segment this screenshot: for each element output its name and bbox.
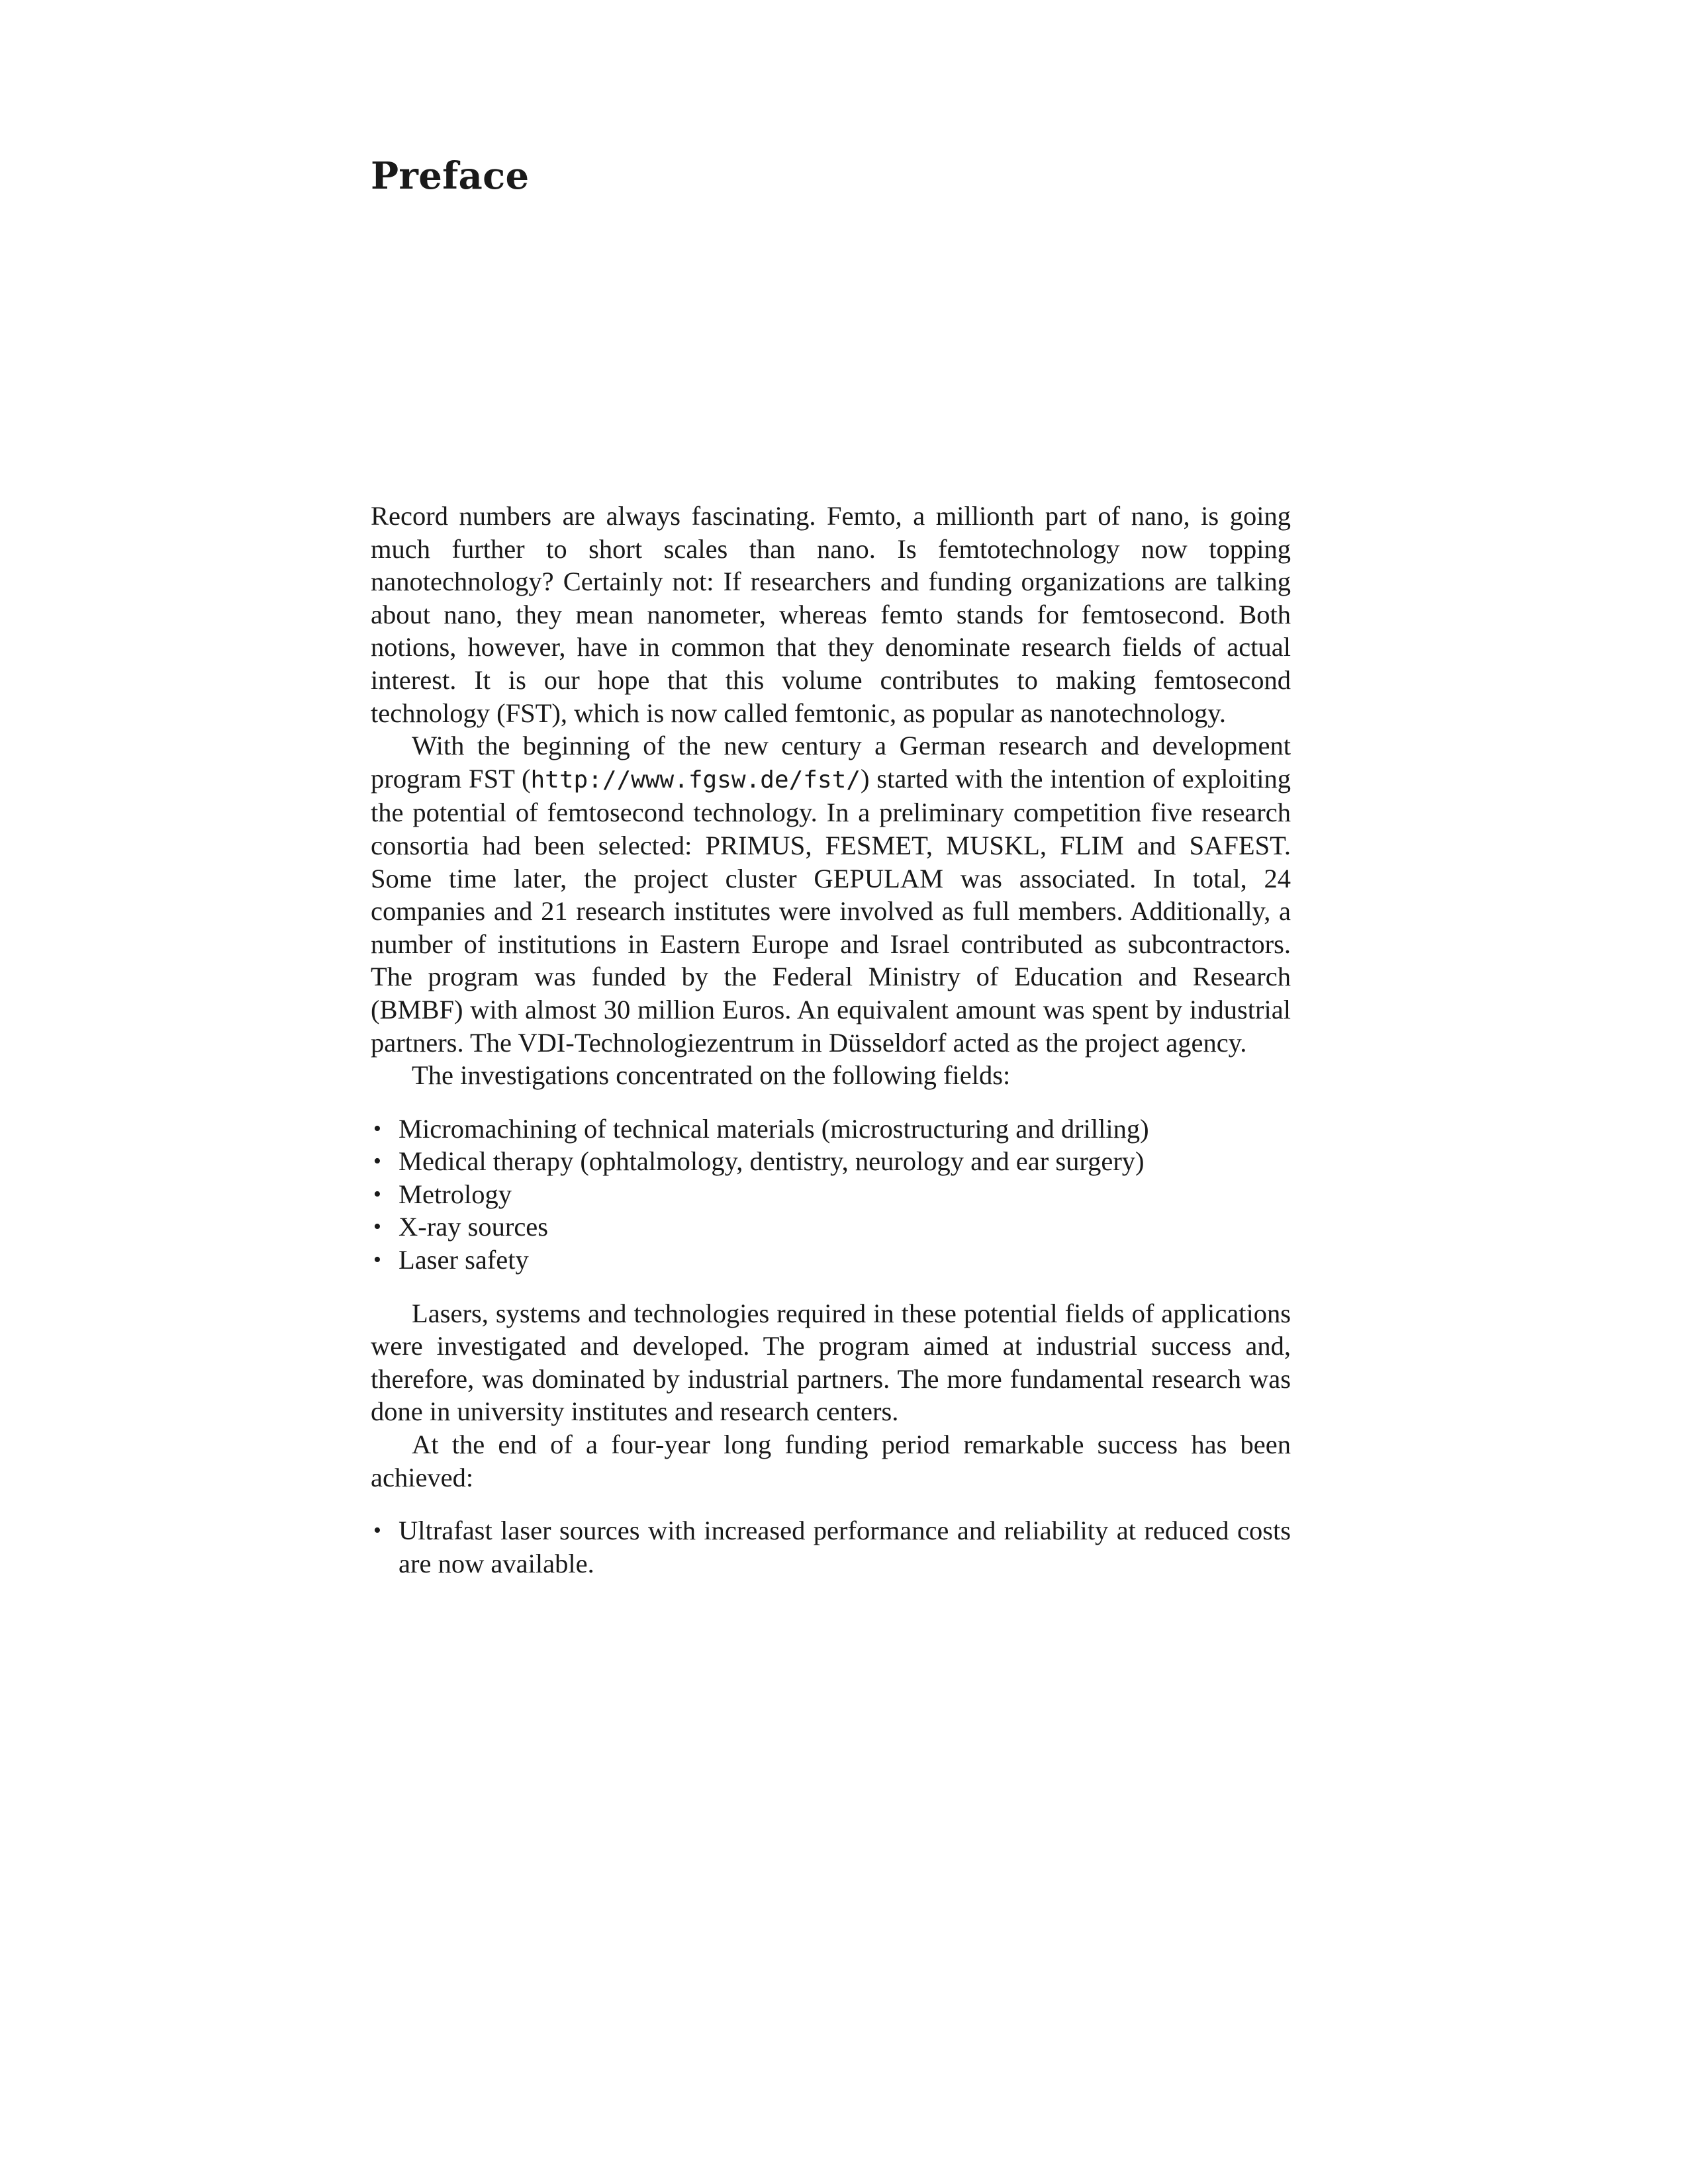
achievements-list [371,1514,1291,1580]
program-url-link[interactable]: http://www.fgsw.de/fst/ [530,766,861,794]
list-item-text: Ultrafast laser sources with increased performance and reliability at reduced costs are now available. [399,1516,1291,1578]
program-text-start: With the beginning of the new century a German research and development program FST ( [371,731,1291,794]
list-item-text: Metrology [399,1179,512,1209]
list-item [371,1178,1291,1211]
bullet-icon: • [373,1116,381,1141]
bullet-icon: • [373,1214,381,1240]
list-item-text: Medical therapy (ophtalmology, dentistry, neurology and ear surgery) [399,1146,1145,1177]
bullet-icon: • [373,1518,381,1543]
list-item [371,1514,1291,1580]
list-item-text: Laser safety [399,1245,529,1275]
list-item [371,1210,1291,1244]
bullet-icon: • [373,1181,381,1206]
paragraph-intro: Record numbers are always fascinating. Femto, a millionth part of nano, is going much further to short scales than nano. Is femtotechnology now topping nanotechnology? Certainly not: If researchers and funding organizations are talking about nano, they mean nanometer, whereas femto stands for femtosecond. Both notions, however, have in common that they denominate research fields of actual interest. It is our hope that this volume contributes to making femtosecond technology (FST), which is now called femtonic, as popular as nanotechnology. [371,501,1291,728]
page-title: Preface [371,154,530,198]
bullet-icon: • [373,1149,381,1174]
preface-body [371,500,1291,1600]
paragraph-program [371,729,1291,1059]
paragraph-success: At the end of a four-year long funding period remarkable success has been achieved: [371,1430,1291,1492]
bullet-icon: • [373,1248,381,1273]
list-item [371,1244,1291,1277]
list-item [371,1113,1291,1146]
list-item [371,1145,1291,1178]
fields-list [371,1113,1291,1277]
list-item-text: X-ray sources [399,1212,549,1242]
program-text-end: ) started with the intention of exploiting the potential of femtosecond technology. In a preliminary competition five research consortia had been selected: PRIMUS, FESMET, MUSKL, FLIM and SAFEST. Some time later, the project cluster GEPULAM was associated. In total, 24 companies and 21 research institutes were involved as full members. Additionally, a number of institutions in Eastern Europe and Israel contributed as subcontractors. The program was funded by the Federal Ministry of Education and Research (BMBF) with almost 30 million Euros. An equivalent amount was spent by industrial partners. The VDI-Technologiezentrum in Düsseldorf acted as the project agency. [371,763,1291,1058]
list-item-text: Micromachining of technical materials (microstructuring and drilling) [399,1113,1149,1144]
paragraph-lasers: Lasers, systems and technologies required in these potential fields of applications were investigated and developed. The program aimed at industrial success and, therefore, was dominated by industrial partners. The more fundamental research was done in university institutes and research centers. [371,1298,1291,1427]
paragraph-investigations: The investigations concentrated on the following fields: [412,1060,1011,1091]
